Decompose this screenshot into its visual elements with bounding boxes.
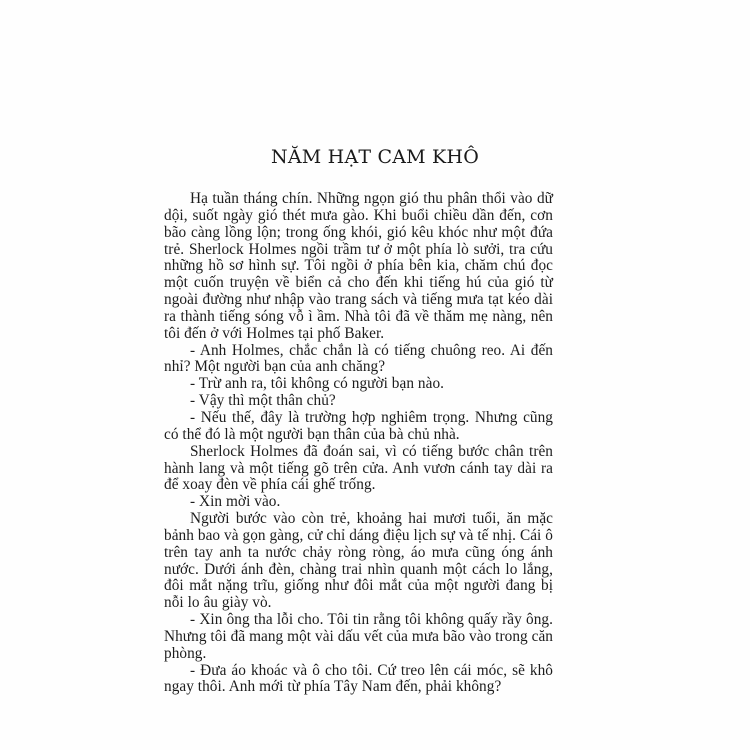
paragraph: - Xin mời vào. bbox=[190, 493, 281, 511]
paragraph: Hạ tuần tháng chín. Những ngọn gió thu phân thổi vào dữ dội, suốt ngày gió thét mưa gào. Khi buổi chiều dần đến, cơn bão càng lồng lộn; trong ống khói, gió kêu khóc như một đứa trẻ. Sherlock Holmes ngồi trầm tư ở một phía lò sưởi, tra cứu những hồ sơ hình sự. Tôi ngồi ở phía bên kia, chăm chú đọc một cuốn truyện về biển cả cho đến khi tiếng hú của gió từ ngoài đường như nhập vào trang sách và tiếng mưa tạt kéo dài ra thành tiếng sóng vỗ ì ầm. Nhà tôi đã về thăm mẹ nàng, nên tôi đến ở với Holmes tại phố Baker. bbox=[164, 190, 553, 342]
chapter-body bbox=[164, 191, 553, 696]
chapter-title: NĂM HẠT CAM KHÔ bbox=[271, 146, 479, 168]
paragraph: - Đưa áo khoác và ô cho tôi. Cứ treo lên cái móc, sẽ khô ngay thôi. Anh mới từ phía Tây Nam đến, phải không? bbox=[164, 661, 553, 696]
paragraph: - Nếu thế, đây là trường hợp nghiêm trọng. Nhưng cũng có thể đó là một người bạn thân của bà chủ nhà. bbox=[164, 408, 553, 443]
paragraph: Người bước vào còn trẻ, khoảng hai mươi tuổi, ăn mặc bảnh bao và gọn gàng, cử chỉ dáng điệu lịch sự và tế nhị. Cái ô trên tay anh ta nước chảy ròng ròng, áo mưa cũng óng ánh nước. Dưới ánh đèn, chàng trai nhìn quanh một cách lo lắng, đôi mắt nặng trĩu, giống như đôi mắt của một người đang bị nỗi lo âu giày vò. bbox=[164, 510, 553, 612]
paragraph: - Trừ anh ra, tôi không có người bạn nào. bbox=[190, 375, 445, 393]
paragraph: - Xin ông tha lỗi cho. Tôi tin rằng tôi không quấy rầy ông. Nhưng tôi đã mang một vài dấu vết của mưa bão vào trong căn phòng. bbox=[164, 611, 553, 662]
paragraph: - Anh Holmes, chắc chắn là có tiếng chuông reo. Ai đến nhỉ? Một người bạn của anh chăng? bbox=[164, 341, 553, 376]
paragraph: Sherlock Holmes đã đoán sai, vì có tiếng bước chân trên hành lang và một tiếng gõ trên cửa. Anh vươn cánh tay dài ra để xoay đèn về phía cái ghế trống. bbox=[164, 442, 553, 494]
paragraph: - Vậy thì một thân chủ? bbox=[190, 392, 336, 410]
